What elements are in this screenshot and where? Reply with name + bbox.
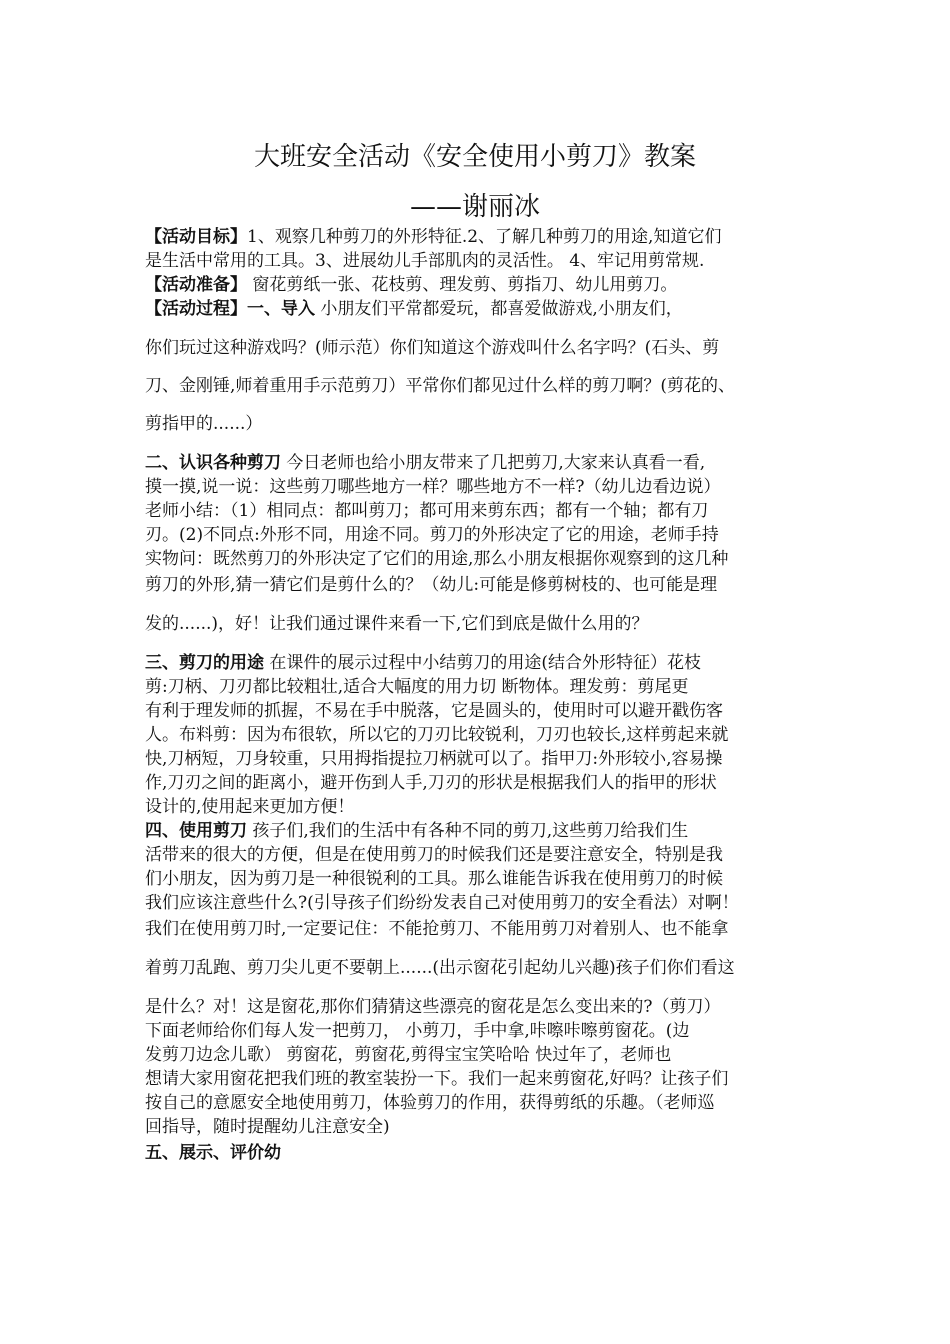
body-line: [145, 274, 677, 296]
body-line: [145, 226, 721, 248]
body-text: 剪:刀柄、刀刃都比较粗壮,适合大幅度的用力切 断物体。理发剪：剪尾更: [145, 677, 689, 697]
body-line: [145, 1068, 728, 1090]
section-heading: 【活动过程】一、导入: [145, 299, 315, 319]
body-line: [145, 1142, 281, 1164]
body-line: [145, 748, 723, 770]
body-line: [145, 652, 701, 674]
body-text: 想请大家用窗花把我们班的教室装扮一下。我们一起来剪窗花,好吗？让孩子们: [145, 1069, 729, 1089]
body-line: [145, 548, 728, 570]
body-text: 是生活中常用的工具。3、进展幼儿手部肌肉的灵活性。 4、牢记用剪常规.: [145, 251, 705, 271]
section-heading: 二、认识各种剪刀: [145, 453, 281, 473]
body-line: [145, 1044, 671, 1066]
body-text: 快,刀柄短，刀身较重，只用拇指提拉刀柄就可以了。指甲刀:外形较小,容易操: [145, 749, 723, 769]
body-text: 孩子们,我们的生活中有各种不同的剪刀,这些剪刀给我们生: [247, 821, 689, 841]
body-line: [145, 250, 704, 272]
section-heading: 【活动准备】: [145, 275, 247, 295]
section-heading: 四、使用剪刀: [145, 821, 247, 841]
body-text: 今日老师也给小朋友带来了几把剪刀,大家来认真看一看,: [281, 453, 706, 473]
body-text: 刃。(2)不同点:外形不同，用途不同。剪刀的外形决定了它的用途，老师手持: [145, 525, 719, 545]
body-text: 我们应该注意些什么?(引导孩子们纷纷发表自己对使用剪刀的安全看法）对啊！: [145, 893, 739, 913]
body-text: 有利于理发师的抓握，不易在手中脱落，它是圆头的，使用时可以避开戳伤客: [145, 701, 723, 721]
body-line: [145, 1092, 715, 1114]
body-line: [145, 452, 705, 474]
body-text: 老师小结：（1）相同点：都叫剪刀；都可用来剪东西；都有一个轴；都有刀: [145, 501, 709, 521]
section-heading: 五、展示、评价幼: [145, 1143, 281, 1163]
body-text: 1、观察几种剪刀的外形特征.2、了解几种剪刀的用途,知道它们: [247, 227, 722, 247]
body-text: 着剪刀乱跑、剪刀尖儿更不要朝上......(出示窗花引起幼儿兴趣)孩子们你们看这: [145, 958, 735, 978]
body-text: 人。布料剪：因为布很软，所以它的刀刃比较锐利，刀刃也较长,这样剪起来就: [145, 725, 729, 745]
document-title: 大班安全活动《安全使用小剪刀》教案: [253, 142, 696, 172]
body-line: [145, 676, 689, 698]
body-text: 剪指甲的......）: [145, 414, 263, 434]
body-line: [145, 298, 683, 320]
body-line: [145, 844, 723, 866]
body-text: 们小朋友，因为剪刀是一种很锐利的工具。那么谁能告诉我在使用剪刀的时候: [145, 869, 723, 889]
body-text: 活带来的很大的方便，但是在使用剪刀的时候我们还是要注意安全，特别是我: [145, 845, 723, 865]
body-line: [145, 413, 262, 435]
body-line: [145, 957, 735, 979]
body-text: 摸一摸,说一说：这些剪刀哪些地方一样？哪些地方不一样?（幼儿边看边说）: [145, 477, 721, 497]
document-author: ——谢丽冰: [409, 192, 540, 222]
body-line: [145, 996, 721, 1018]
body-line: [145, 892, 739, 914]
body-line: [145, 918, 728, 940]
body-text: 刀、金刚锤,师着重用手示范剪刀）平常你们都见过什么样的剪刀啊？(剪花的、: [145, 376, 736, 396]
body-text: 你们玩过这种游戏吗？(师示范）你们知道这个游戏叫什么名字吗？(石头、剪: [145, 338, 720, 358]
body-line: [145, 574, 717, 596]
body-text: 设计的,使用起来更加方便！: [145, 797, 355, 817]
body-text: 发的......)，好！让我们通过课件来看一下,它们到底是做什么用的？: [145, 614, 649, 634]
body-line: [145, 1116, 390, 1138]
body-line: [145, 868, 723, 890]
body-text: 下面老师给你们每人发一把剪刀， 小剪刀，手中拿,咔嚓咔嚓剪窗花。(边: [145, 1021, 690, 1041]
body-text: 在课件的展示过程中小结剪刀的用途(结合外形特征）花枝: [264, 653, 702, 673]
body-text: 回指导，随时提醒幼儿注意安全): [145, 1117, 390, 1137]
body-text: 按自己的意愿安全地使用剪刀，体验剪刀的作用，获得剪纸的乐趣。（老师巡: [145, 1093, 715, 1113]
body-line: [145, 476, 721, 498]
body-line: [145, 724, 728, 746]
body-line: [145, 375, 735, 397]
body-line: [145, 337, 719, 359]
body-line: [145, 820, 688, 842]
body-line: [145, 1020, 689, 1042]
body-line: [145, 796, 354, 818]
body-line: [145, 700, 723, 722]
body-text: 实物问：既然剪刀的外形决定了它们的用途,那么小朋友根据你观察到的这几种: [145, 549, 729, 569]
body-text: 发剪刀边念儿歌） 剪窗花，剪窗花,剪得宝宝笑哈哈 快过年了，老师也: [145, 1045, 672, 1065]
body-line: [145, 524, 719, 546]
body-text: 小朋友们平常都爱玩，都喜爱做游戏,小朋友们，: [315, 299, 683, 319]
body-text: 窗花剪纸一张、花枝剪、理发剪、剪指刀、幼儿用剪刀。: [247, 275, 678, 295]
body-line: [145, 772, 717, 794]
body-text: 是什么？对！这是窗花,那你们猜猜这些漂亮的窗花是怎么变出来的?（剪刀）: [145, 997, 721, 1017]
body-text: 我们在使用剪刀时,一定要记住：不能抢剪刀、不能用剪刀对着别人、也不能拿: [145, 919, 729, 939]
section-heading: 【活动目标】: [145, 227, 247, 247]
section-heading: 三、剪刀的用途: [145, 653, 264, 673]
body-text: 作,刀刃之间的距离小，避开伤到人手,刀刃的形状是根据我们人的指甲的形状: [145, 773, 717, 793]
body-text: 剪刀的外形,猜一猜它们是剪什么的？（幼儿:可能是修剪树枝的、也可能是理: [145, 575, 718, 595]
body-line: [145, 500, 708, 522]
body-line: [145, 613, 648, 635]
